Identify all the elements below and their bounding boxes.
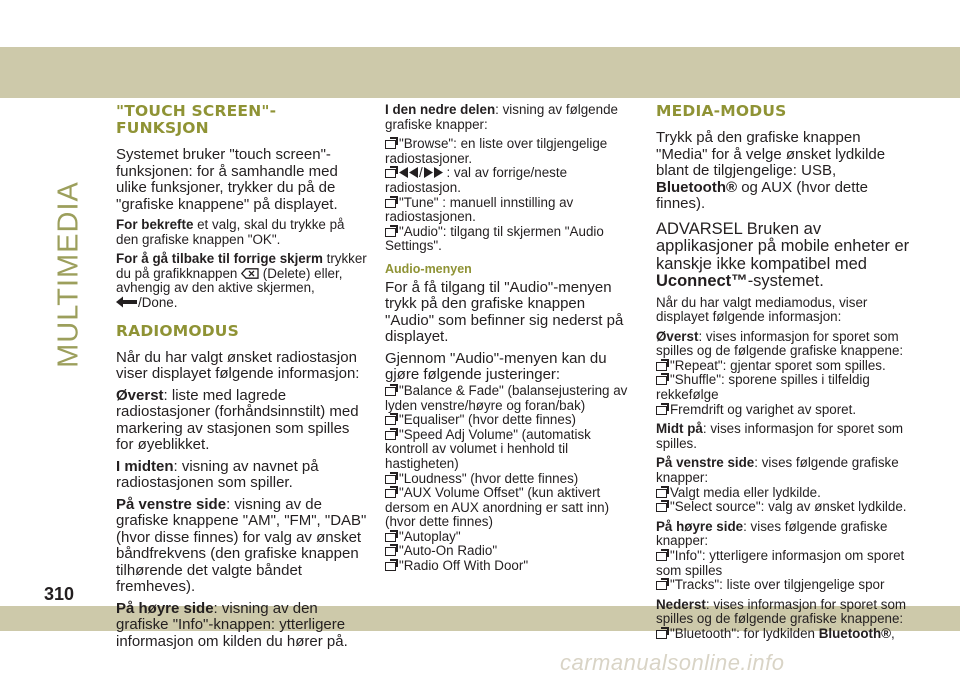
paragraph	[656, 520, 914, 549]
text: "Tracks": liste over tilgjengelige spor	[670, 577, 885, 593]
text: : val av forrige/neste radiostasjon.	[385, 165, 568, 195]
bold-term: For bekrefte	[116, 217, 194, 232]
bold-term: I midten	[116, 457, 174, 475]
checkbox-icon	[656, 552, 667, 561]
paragraph: Når du har valgt ønsket radiostasjon viser displayet følgende informasjon:	[116, 348, 360, 383]
text: "Repeat": gjentar sporet som spilles.	[670, 357, 886, 373]
list-item	[385, 530, 637, 545]
bold-term: På høyre side	[656, 518, 744, 534]
column-3	[656, 103, 914, 642]
bold-term: Bluetooth®	[818, 625, 892, 641]
side-tab	[44, 98, 94, 598]
checkbox-icon	[385, 547, 396, 556]
list-item	[385, 544, 637, 559]
warning-paragraph	[656, 221, 914, 291]
column-1	[116, 103, 368, 655]
list-item	[385, 384, 637, 413]
list-item	[385, 137, 637, 166]
text: : visning av de grafiske knappene "AM", "FM", "DAB" (hvor disse finnes) for valg av ønsket båndfrekvens (den grafiske knappen tilhørende det valgte båndet fremheves).	[116, 495, 367, 596]
back-arrow-icon	[116, 296, 138, 308]
heading-media-mode: MEDIA-MODUS	[656, 102, 787, 120]
checkbox-icon	[385, 416, 396, 425]
bold-term: Øverst	[116, 386, 164, 404]
paragraph	[116, 459, 368, 492]
text: : liste med lagrede radiostasjoner (forhåndsinnstilt) med markering av stasjonen som spilles for øyeblikket.	[116, 386, 359, 454]
text: "Browse": en liste over tilgjengelige radiostasjoner.	[385, 136, 608, 166]
text: "Autoplay"	[399, 528, 461, 544]
checkbox-icon	[385, 228, 396, 237]
list-item	[656, 373, 914, 402]
paragraph	[116, 601, 368, 651]
paragraph	[656, 598, 914, 627]
list-item	[656, 403, 914, 418]
paragraph	[116, 388, 368, 454]
list-item	[385, 486, 637, 530]
checkbox-icon	[656, 406, 667, 415]
checkbox-icon	[385, 533, 396, 542]
checkbox-icon	[385, 169, 396, 178]
text: "Tune" : manuell innstilling av radiostasjonen.	[385, 194, 574, 225]
text: ADVARSEL Bruken av applikasjoner på mobile enheter er kanskje ikke kompatibel med	[656, 219, 910, 273]
text: : vises følgende grafiske knapper:	[656, 518, 888, 549]
text: "Bluetooth": for lydkilden	[670, 625, 819, 641]
header-band	[0, 0, 960, 98]
paragraph	[116, 252, 368, 310]
checkbox-icon	[656, 581, 667, 590]
text: og AUX (hvor dette finnes).	[656, 178, 868, 212]
bold-term: Uconnect™	[656, 272, 748, 290]
list-item	[385, 472, 637, 487]
list-item	[385, 196, 637, 225]
checkbox-icon	[385, 387, 396, 396]
text: (Delete) eller, avhengig av den aktive skjermen,	[116, 265, 343, 296]
checkbox-icon	[385, 489, 396, 498]
rewind-icon	[399, 167, 419, 178]
paragraph: Gjennom "Audio"-menyen kan du gjøre følgende justeringer:	[385, 349, 607, 384]
heading-radio-mode: RADIOMODUS	[116, 321, 239, 340]
text: : vises følgende grafiske knapper:	[656, 455, 899, 486]
list-item	[656, 500, 914, 515]
text: -systemet.	[747, 272, 824, 290]
paragraph	[116, 497, 368, 596]
text: "AUX Volume Offset" (kun aktivert dersom en AUX anordning er satt inn) (hvor dette finnes)	[385, 485, 610, 530]
checkbox-icon	[656, 362, 667, 371]
text: : vises informasjon for sporet som spilles.	[656, 421, 904, 451]
column-2	[385, 103, 637, 574]
paragraph	[656, 130, 914, 213]
text: Trykk på den grafiske knappen "Media" for å velge ønsket lydkilde blant de tilgjengelige: USB,	[656, 129, 886, 179]
bold-term: På venstre side	[656, 455, 755, 471]
text: "Select source": valg av ønsket lydkilde.	[670, 499, 907, 515]
checkbox-icon	[385, 475, 396, 484]
section-label: MULTIMEDIA	[52, 181, 85, 368]
bold-term: Bluetooth®	[656, 178, 738, 196]
delete-icon	[241, 268, 259, 279]
checkbox-icon	[656, 376, 667, 385]
text: : vises informasjon for sporet som spilles og de følgende grafiske knappene:	[656, 328, 904, 359]
fast-forward-icon	[423, 167, 443, 178]
checkbox-icon	[385, 140, 396, 149]
text: "Loudness" (hvor dette finnes)	[399, 470, 579, 486]
paragraph	[656, 422, 914, 451]
list-item	[656, 359, 914, 374]
bold-term: Nederst	[656, 596, 706, 612]
text: "Speed Adj Volume" (automatisk kontroll av volumet i henhold til hastigheten)	[385, 426, 591, 471]
text: "Equaliser" (hvor dette finnes)	[399, 412, 576, 428]
checkbox-icon	[656, 503, 667, 512]
watermark: carmanualsonline.info	[560, 650, 785, 675]
text: : visning av den grafiske "Info"-knappen: ytterligere informasjon om kilden du hører på.	[116, 599, 348, 650]
text: "Audio": tilgang til skjermen "Audio Settings".	[385, 223, 604, 254]
list-item	[385, 225, 637, 254]
heading-audio-menu: Audio-menyen	[385, 261, 472, 276]
paragraph	[385, 103, 637, 132]
bold-term: I den nedre delen	[385, 102, 496, 117]
page-number: 310	[44, 584, 75, 604]
checkbox-icon	[656, 630, 667, 639]
text: Fremdrift og varighet av sporet.	[670, 401, 857, 417]
text: "Balance & Fade" (balansejustering av lyden venstre/høyre og foran/bak)	[385, 382, 628, 413]
checkbox-icon	[385, 431, 396, 440]
text: et valg, skal du trykke på den grafiske knappen "OK".	[116, 217, 345, 247]
text: /Done.	[138, 294, 178, 310]
paragraph	[656, 330, 914, 359]
text: : visning av navnet på radiostasjonen som spiller.	[116, 457, 319, 492]
list-item	[656, 549, 914, 578]
text: "Radio Off With Door"	[399, 558, 529, 574]
paragraph: Systemet bruker "touch screen"-funksjonen: for å samhandle med ulike funksjoner, trykker du på de "grafiske knappene" på displayet.	[116, 146, 338, 213]
text: : visning av følgende grafiske knapper:	[385, 102, 618, 132]
paragraph: For å få tilgang til "Audio"-menyen trykk på den grafiske knappen "Audio" som befinner sig nederst på displayet.	[385, 278, 624, 346]
list-item	[656, 627, 914, 642]
checkbox-icon	[656, 489, 667, 498]
list-item	[385, 413, 637, 428]
paragraph: Når du har valgt mediamodus, viser displayet følgende informasjon:	[656, 294, 868, 325]
heading-touch-screen: "TOUCH SCREEN"-FUNKSJON	[116, 102, 277, 137]
list-item	[385, 559, 637, 574]
text: /	[419, 165, 423, 181]
bold-term: På høyre side	[116, 599, 214, 617]
bold-term: For å gå tilbake til forrige skjerm	[116, 251, 323, 267]
text: "Shuffle": sporene spilles i tilfeldig rekkefølge	[656, 372, 870, 403]
checkbox-icon	[385, 562, 396, 571]
paragraph	[656, 456, 914, 485]
text: "Auto-On Radio"	[399, 543, 498, 559]
bold-term: Midt på	[656, 421, 703, 437]
checkbox-icon	[385, 199, 396, 208]
text: ,	[891, 625, 895, 641]
list-item	[385, 428, 637, 472]
bold-term: På venstre side	[116, 495, 227, 513]
text: : vises informasjon for sporet som spilles og de følgende grafiske knappene:	[656, 596, 907, 627]
text: trykker du på grafikknappen	[116, 251, 367, 281]
paragraph	[116, 218, 368, 247]
header-bar	[0, 47, 960, 98]
bold-term: Øverst	[656, 328, 699, 344]
list-item	[656, 578, 914, 593]
text: "Info": ytterligere informasjon om sporet som spilles	[656, 548, 905, 578]
list-item	[385, 166, 637, 195]
text: Valgt media eller lydkilde.	[670, 484, 821, 500]
list-item	[656, 486, 914, 501]
